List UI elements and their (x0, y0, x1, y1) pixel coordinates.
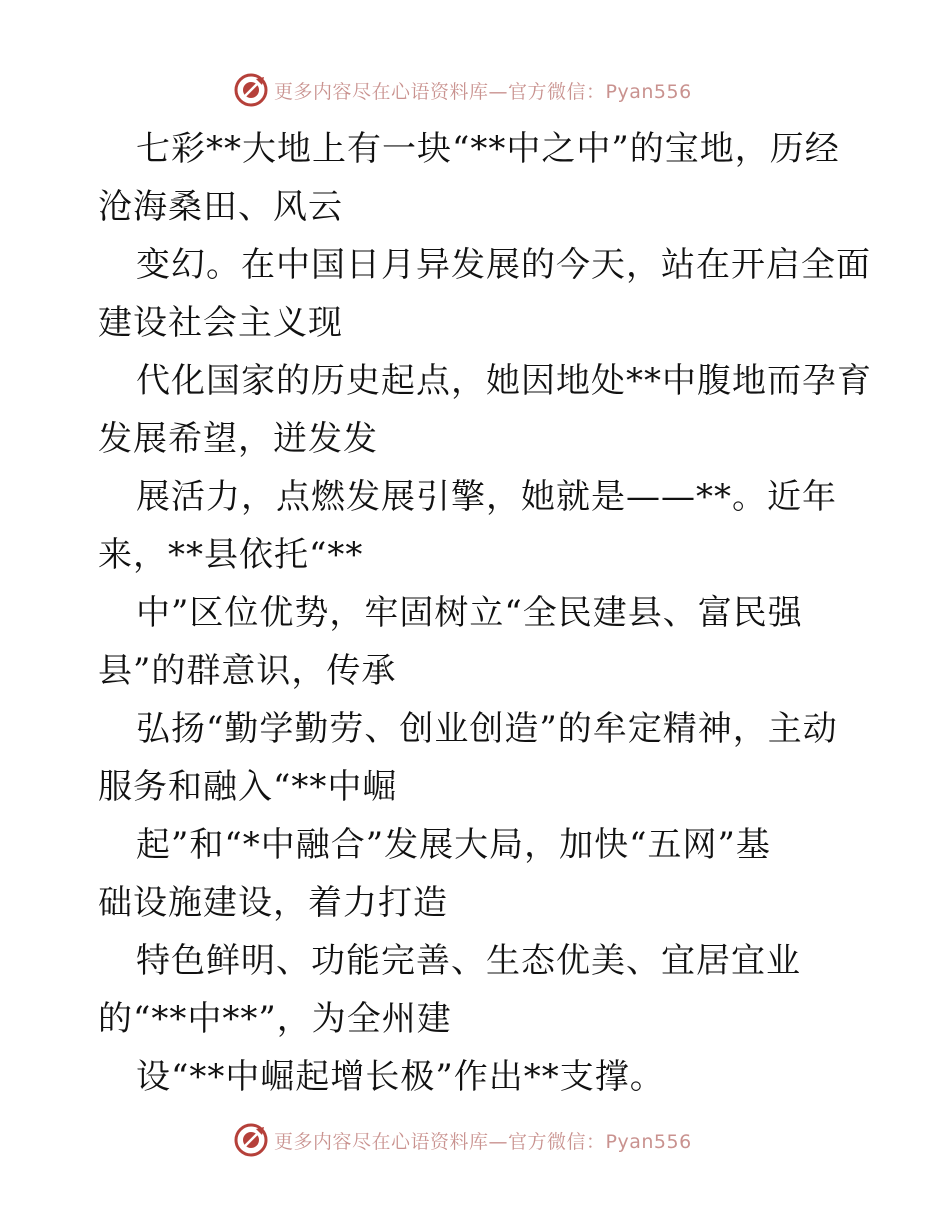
text-line: 代化国家的历史起点，她因地处**中腹地而孕育 (136, 361, 872, 401)
text-line: 中”区位优势，牢固树立“全民建县、富民强 (136, 593, 803, 633)
text-line: 建设社会主义现 (98, 303, 343, 343)
text-line: 弘扬“勤学勤劳、创业创造”的牟定精神，主动 (136, 709, 838, 749)
text-line: 起”和“*中融合”发展大局，加快“五网”基 (136, 825, 771, 865)
text-line: 七彩**大地上有一块“**中之中”的宝地，历经 (136, 129, 840, 169)
logo-icon (234, 1123, 268, 1157)
text-line: 设“**中崛起增长极”作出**支撑。 (136, 1057, 665, 1097)
text-line: 发展希望，迸发发 (98, 419, 378, 459)
text-line: 的“**中**”，为全州建 (98, 999, 452, 1039)
text-line: 变幻。在中国日月异发展的今天，站在开启全面 (136, 245, 871, 285)
text-line: 来，**县依托“** (98, 535, 364, 575)
text-line: 础设施建设，着力打造 (98, 883, 448, 923)
footer-watermark (234, 1122, 754, 1158)
text-line: 展活力，点燃发展引擎，她就是——**。近年 (136, 477, 837, 517)
text-line: 服务和融入“**中崛 (98, 767, 398, 807)
watermark-text: 更多内容尽在心语资料库—官方微信：Pyan556 (274, 80, 692, 103)
text-line: 特色鲜明、功能完善、生态优美、宜居宜业 (136, 941, 801, 981)
text-line: 沧海桑田、风云 (98, 187, 343, 227)
logo-icon (234, 73, 268, 107)
text-line: 县”的群意识，传承 (98, 651, 397, 691)
document-body (98, 120, 872, 1106)
watermark-text: 更多内容尽在心语资料库—官方微信：Pyan556 (274, 1130, 692, 1153)
header-watermark (234, 72, 754, 108)
